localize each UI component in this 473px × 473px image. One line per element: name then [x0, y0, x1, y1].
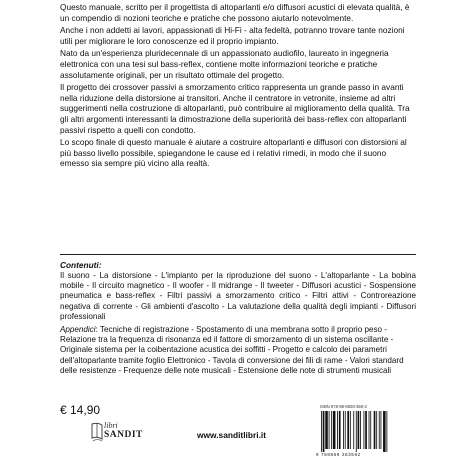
- contents-list: Il suono - La distorsione - L'impianto per la riproduzione del suono - L'altoparlante - La bobina mobile - Il circuito magnetico - Il woofer - Il midrange - Il tweeter - Diffusori acustici - Sospensione pneumatica e bass-reflex - Filtri passivi a smorzamento critico - Filtri attivi - Controreazione negativa di corrente - Gli ambienti d'ascolto - La valutazione della qualità degli impianti - Diffusori professionali: [60, 270, 416, 322]
- price: € 14,90: [60, 403, 101, 417]
- publisher-libri: libri: [104, 421, 118, 430]
- barcode-digits: 9 788869 283592: [316, 452, 361, 457]
- isbn-label: ISBN 978-88-6928-359-2: [320, 404, 367, 409]
- barcode: [316, 404, 414, 459]
- intro-text: [60, 2, 415, 171]
- intro-paragraph-3: Nato da un'esperienza pluridecennale di un appassionato audiofilo, laureato in ingegneria elettronica con una tesi sul bass-reflex, contiene molte informazioni teoriche e pratiche assolutamente originali, per un risultato ottimale del progetto.: [60, 48, 389, 80]
- book-logo-icon: [90, 421, 104, 443]
- publisher-name: SANDIT: [104, 430, 143, 440]
- appendix-paragraph: [60, 325, 416, 377]
- barcode-bars: [318, 411, 412, 452]
- publisher-logo: [90, 421, 150, 459]
- intro-paragraph-5: Lo scopo finale di questo manuale è aiutare a costruire altoparlanti e diffusori con distorsioni al più basso livello possibile, spiegandone le cause ed i relativi rimedi, in modo che il suono emesso sia sempre più vicino alla realtà.: [60, 137, 407, 169]
- appendix-text: : Tecniche di registrazione - Spostamento di una membrana sotto il proprio peso - Relazione tra la frequenza di risonanza ed il fattore di smorzamento di un sistema oscillante - Originale sistema per la coibentazione acustica dei soffitti - Progetto e calcolo dei parametri dell'altoparlante tramite foglio Elettronico - Tavola di conversione dei fili di rame - Valori standard delle resistenze - Frequenze delle note musicali - Estensione delle note di strumenti musicali: [60, 324, 404, 376]
- intro-paragraph-2: Anche i non addetti ai lavori, appassionati di Hi-Fi - alta fedeltà, potranno trovare tante nozioni utili per migliorare le loro conoscenze ed il proprio impianto.: [60, 25, 405, 46]
- contents-title: Contenuti:: [60, 260, 102, 270]
- section-divider: [60, 254, 416, 255]
- intro-paragraph-1: Questo manuale, scritto per il progettista di altoparlanti e/o diffusori acustici di elevata qualità, è un compendio di nozioni teoriche e pratiche che possono aiutarlo notevolmente.: [60, 2, 410, 23]
- intro-paragraph-4: Il progetto dei crossover passivi a smorzamento critico rappresenta un grande passo in avanti nella riduzione della distorsione ai transitori. Anche il centratore in vetronite, insieme ad altri suggerimenti nella costruzione di altoparlanti, può contribuire al miglioramento della qualità. Tra gli altri argomenti interessanti la dimostrazione della superiorità dei bass-reflex con altoparlanti passivi rispetto a quelli con condotto.: [60, 82, 410, 135]
- contents-section: [60, 260, 416, 377]
- appendix-label: Appendici: [60, 324, 96, 334]
- publisher-website: www.sanditlibri.it: [197, 430, 267, 440]
